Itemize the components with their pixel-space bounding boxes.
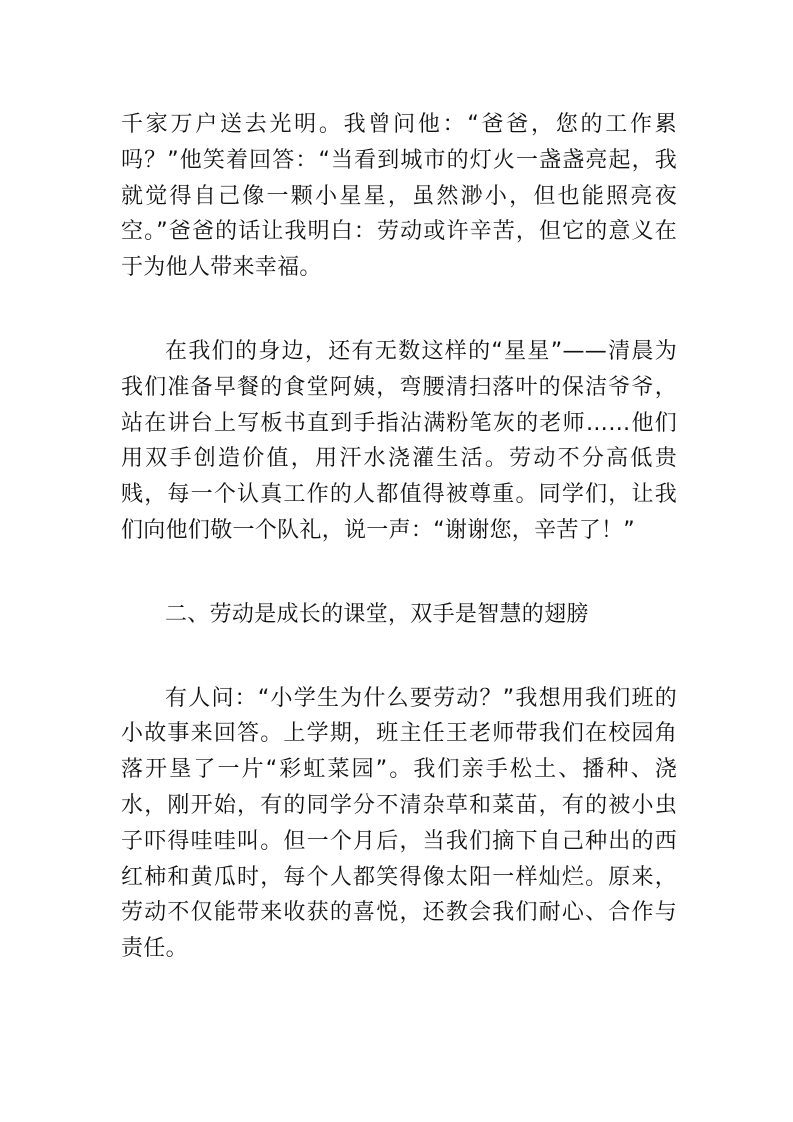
paragraph-continuation: 千家万户送去光明。我曾问他：“爸爸，您的工作累吗？”他笑着回答：“当看到城市的灯火一盏盏亮起，我就觉得自己像一颗小星星，虽然渺小，但也能照亮夜空。”爸爸的话让我明白：劳动或许辛苦，但它的意义在于为他人带来幸福。 xyxy=(121,112,677,281)
paragraph-stars-around-us: 在我们的身边，还有无数这样的“星星”——清晨为我们准备早餐的食堂阿姨，弯腰清扫落叶的保洁爷爷，站在讲台上写板书直到手指沾满粉笔灰的老师……他们用双手创造价值，用汗水浇灌生活。劳动不分高低贵贱，每一个认真工作的人都值得被尊重。同学们，让我们向他们敬一个队礼，说一声：“谢谢您，辛苦了！” xyxy=(121,338,677,543)
document-body xyxy=(121,107,677,1015)
paragraph-rainbow-garden: 有人问：“小学生为什么要劳动？”我想用我们班的小故事来回答。上学期，班主任王老师带我们在校园角落开垦了一片“彩虹菜园”。我们亲手松土、播种、浇水，刚开始，有的同学分不清杂草和菜苗，有的被小虫子吓得哇哇叫。但一个月后，当我们摘下自己种出的西红柿和黄瓜时，每个人都笑得像太阳一样灿烂。原来，劳动不仅能带来收获的喜悦，还教会我们耐心、合作与责任。 xyxy=(121,685,677,962)
section-heading-two: 二、劳动是成长的课堂，双手是智慧的翅膀 xyxy=(165,601,589,627)
